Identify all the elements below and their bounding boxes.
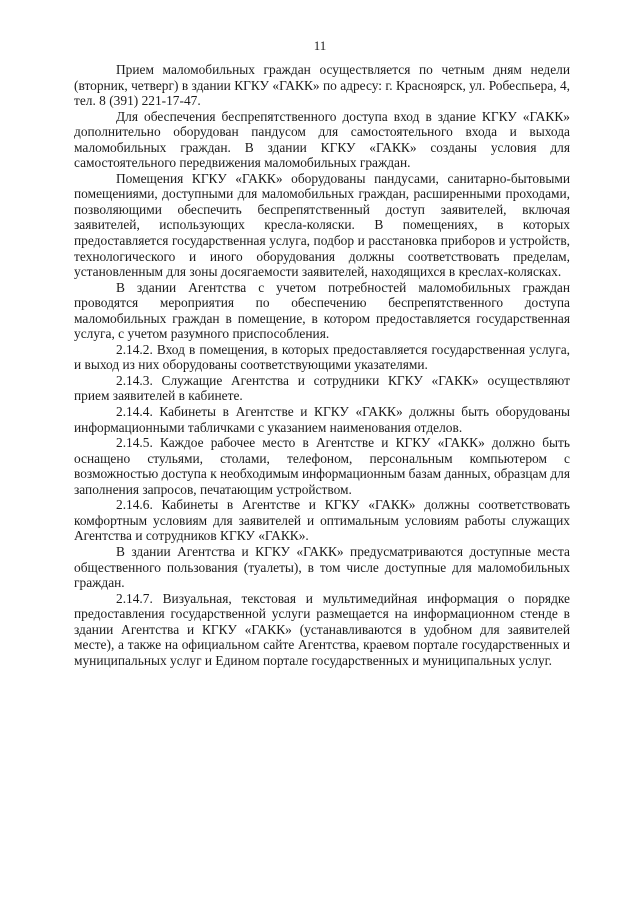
paragraph-2-14-7: 2.14.7. Визуальная, текстовая и мультимедийная информация о порядке предоставления государственной услуги размещается на информационном стенде в здании Агентства и КГКУ «ГАКК» (устанавливаются в удобном для заявителей месте), а также на официальном сайте Агентства, краевом портале государственных и муниципальных услуг и Едином портале государственных и муниципальных услуг.	[74, 590, 570, 668]
paragraph-2-14-2: 2.14.2. Вход в помещения, в которых предоставляется государственная услуга, и выход из них оборудованы соответствующими указателями.	[74, 341, 570, 373]
paragraph-reception-schedule: Прием маломобильных граждан осуществляется по четным дням недели (вторник, четверг) в здании КГКУ «ГАКК» по адресу: г. Красноярск, ул. Робеспьера, 4, тел. 8 (391) 221-17-47.	[74, 62, 570, 109]
paragraph-ramp-access: Для обеспечения беспрепятственного доступа вход в здание КГКУ «ГАКК» дополнительно оборудован пандусом для самостоятельного входа и выхода маломобильных граждан. В здании КГКУ «ГАКК» созданы условия для самостоятельного передвижения маломобильных граждан.	[74, 108, 570, 171]
paragraph-public-toilets: В здании Агентства и КГКУ «ГАКК» предусматриваются доступные места общественного пользования (туалеты), в том числе доступные для маломобильных граждан.	[74, 543, 570, 591]
paragraph-2-14-4: 2.14.4. Кабинеты в Агентстве и КГКУ «ГАКК» должны быть оборудованы информационными табличками с указанием наименования отделов.	[74, 404, 570, 435]
paragraph-premises-equipment: Помещения КГКУ «ГАКК» оборудованы пандусами, санитарно-бытовыми помещениями, доступными для маломобильных граждан, расширенными проходами, позволяющими обеспечить беспрепятственный доступ заявителей, включая заявителей, использующих кресла-коляски. В помещениях, в которых предоставляется государственная услуга, подбор и расстановка приборов и устройств, технологического и иного оборудования должны соответствовать пределам, установленным для зоны досягаемости заявителей, находящихся в креслах-колясках.	[74, 170, 570, 280]
paragraph-agency-measures: В здании Агентства с учетом потребностей маломобильных граждан проводятся мероприятия по обеспечению беспрепятственного доступа маломобильных граждан в помещение, в котором предоставляется государственная услуга, с учетом разумного приспособления.	[74, 279, 570, 342]
page-number: 11	[313, 38, 327, 53]
paragraph-2-14-6: 2.14.6. Кабинеты в Агентстве и КГКУ «ГАКК» должны соответствовать комфортным условиям для заявителей и оптимальным условиям работы служащих Агентства и сотрудников КГКУ «ГАКК».	[74, 497, 570, 544]
document-body	[74, 62, 570, 668]
paragraph-2-14-5: 2.14.5. Каждое рабочее место в Агентстве и КГКУ «ГАКК» должно быть оснащено стульями, столами, телефоном, персональным компьютером с возможностью доступа к необходимым информационным базам данных, образцам для заполнения запросов, печатающим устройством.	[74, 435, 570, 497]
paragraph-2-14-3: 2.14.3. Служащие Агентства и сотрудники КГКУ «ГАКК» осуществляют прием заявителей в кабинете.	[74, 372, 570, 404]
